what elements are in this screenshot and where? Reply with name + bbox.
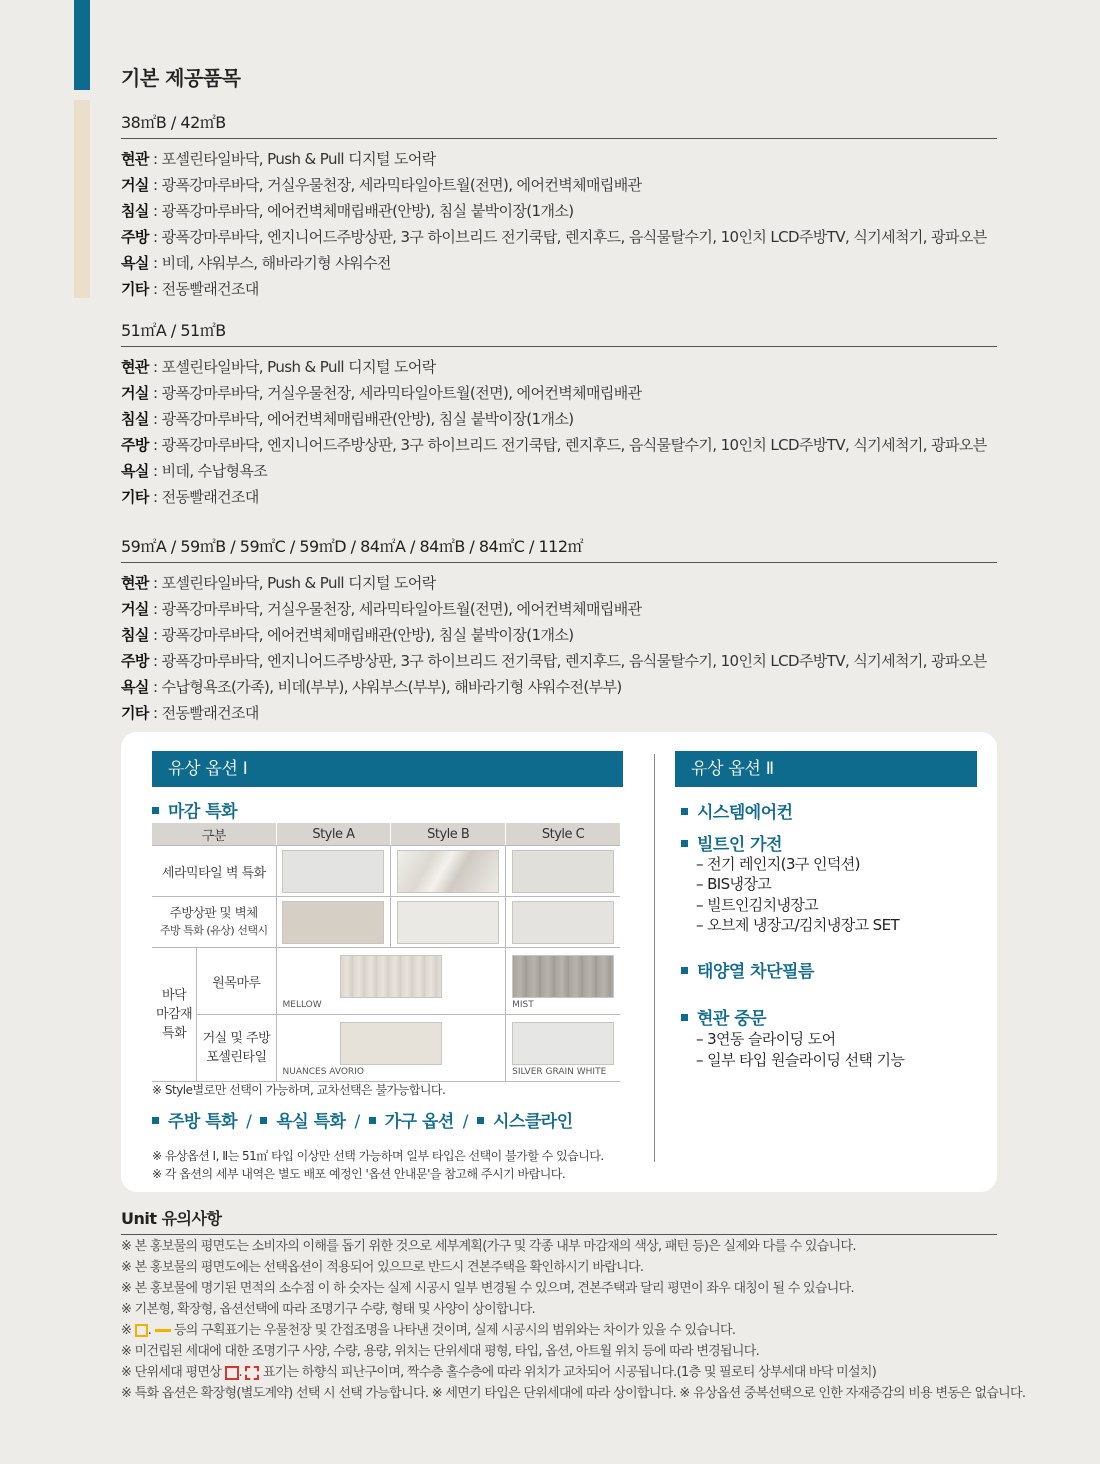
table-note: ※ Style별로만 선택이 가능하며, 교차선택은 불가능합니다. xyxy=(152,1083,446,1097)
row-label: 포셀린타일 xyxy=(206,1050,267,1065)
square-bullet-icon xyxy=(152,1117,159,1124)
option2-subitem: – 3연동 슬라이딩 도어 xyxy=(696,1030,836,1048)
item-key: 침실 xyxy=(121,202,149,220)
list-item xyxy=(121,432,997,458)
list-item xyxy=(121,596,997,622)
list-item xyxy=(121,198,997,224)
item-key: 욕실 xyxy=(121,254,149,272)
note-line: ※ 본 홍보물에 명기된 면적의 소수점 이 하 숫자는 실제 시공시 일부 변경될 수 있으며, 견본주택과 달리 평면이 좌우 대칭이 될 수 있습니다. xyxy=(121,1281,854,1296)
item-value: : 광폭강마루바닥, 에어컨벽체매립배관(안방), 침실 붙박이장(1개소) xyxy=(148,202,574,220)
option2-header: 유상 옵션 Ⅱ xyxy=(675,751,977,787)
unit-notes-heading: Unit 유의사항 xyxy=(121,1206,997,1235)
item-key: 침실 xyxy=(121,410,149,428)
item-list xyxy=(121,570,997,726)
finish-table xyxy=(152,823,620,1082)
table-header-row xyxy=(152,823,620,846)
option2-subitem: – 오브제 냉장고/김치냉장고 SET xyxy=(696,916,900,934)
note-line xyxy=(121,1362,1021,1383)
swatch-counter-b[interactable] xyxy=(397,901,499,944)
list-item xyxy=(121,484,997,510)
option2-subitem: – 빌트인김치냉장고 xyxy=(696,896,819,914)
swatch-counter-c[interactable] xyxy=(512,901,614,944)
item-value: : 광폭강마루바닥, 에어컨벽체매립배관(안방), 침실 붙박이장(1개소) xyxy=(148,626,574,644)
square-bullet-icon xyxy=(477,1117,484,1124)
item-value: : 광폭강마루바닥, 에어컨벽체매립배관(안방), 침실 붙박이장(1개소) xyxy=(148,410,574,428)
item-value: : 광폭강마루바닥, 엔지니어드주방상판, 3구 하이브리드 전기쿡탑, 렌지후드, 음식물탈수기, 10인치 LCD주방TV, 식기세척기, 광파오븐 xyxy=(148,652,987,670)
swatch-tile-nuances[interactable] xyxy=(340,1022,442,1065)
option2-item: 태양열 차단필름 xyxy=(681,957,814,982)
item-key: 기타 xyxy=(121,280,149,298)
red-box-legend-icon xyxy=(225,1366,239,1380)
section-51 xyxy=(121,318,997,510)
row-sublabel: 주방 특화 (유상) 선택시 xyxy=(159,924,268,937)
item-key: 현관 xyxy=(121,150,149,168)
item-value: : 광폭강마루바닥, 엔지니어드주방상판, 3구 하이브리드 전기쿡탑, 렌지후드, 음식물탈수기, 10인치 LCD주방TV, 식기세척기, 광파오븐 xyxy=(148,228,987,246)
item-value: : 수납형욕조(가족), 비데(부부), 샤워부스(부부), 해바라기형 샤워수전(부부) xyxy=(148,678,622,696)
note-line xyxy=(121,1320,1021,1341)
square-bullet-icon xyxy=(152,807,159,814)
option2-subitem: – 전기 레인지(3구 인덕션) xyxy=(696,855,860,873)
panel-divider xyxy=(654,754,655,1162)
square-bullet-icon xyxy=(681,1014,688,1021)
swatch-caption: SILVER GRAIN WHITE xyxy=(512,1067,607,1077)
item-value: : 비데, 샤워부스, 해바라기형 샤워수전 xyxy=(148,254,391,272)
item-key: 기타 xyxy=(121,488,149,506)
item-key: 욕실 xyxy=(121,462,149,480)
option2-item: 현관 중문 xyxy=(681,1004,766,1029)
item-value: : 전동빨래건조대 xyxy=(148,280,259,298)
floor-label: 특화 xyxy=(162,1026,187,1041)
note-line: ※ 미건립된 세대에 대한 조명기구 사양, 수량, 용량, 위치는 단위세대 평형, 타입, 옵션, 아트월 위치 등에 따라 변경됩니다. xyxy=(121,1344,760,1359)
swatch-wood-mellow[interactable] xyxy=(340,955,442,998)
item-key: 주방 xyxy=(121,228,149,246)
note-text: 등의 구획표기는 우물천장 및 간접조명을 나타낸 것이며, 실제 시공시의 범위와는 차이가 있을 수 있습니다. xyxy=(173,1323,736,1338)
red-dashed-box-legend-icon xyxy=(245,1366,259,1380)
floor-label: 마감재 xyxy=(156,1007,193,1022)
row-label: 주방상판 및 벽체 xyxy=(169,905,258,920)
list-item xyxy=(121,146,997,172)
row-label: 원목마루 xyxy=(197,948,276,1015)
item-value: : 광폭강마루바닥, 거실우물천장, 세라믹타일아트월(전면), 에어컨벽체매립배관 xyxy=(148,384,642,402)
item-value: : 광폭강마루바닥, 엔지니어드주방상판, 3구 하이브리드 전기쿡탑, 렌지후드, 음식물탈수기, 10인치 LCD주방TV, 식기세척기, 광파오븐 xyxy=(148,436,987,454)
item-key: 주방 xyxy=(121,436,149,454)
square-bullet-icon xyxy=(681,808,688,815)
table-row xyxy=(152,897,620,948)
item-list xyxy=(121,354,997,510)
col-header: 구분 xyxy=(152,823,276,846)
list-item xyxy=(121,674,997,700)
item-key: 현관 xyxy=(121,574,149,592)
extra-option: 시스클라인 xyxy=(493,1112,573,1132)
col-header: Style C xyxy=(506,823,620,846)
list-item xyxy=(121,276,997,302)
list-item xyxy=(121,570,997,596)
panel-note: ※ 각 옵션의 세부 내역은 별도 배포 예정인 '옵션 안내문'을 참고해 주시기 바랍니다. xyxy=(152,1167,566,1181)
option2-subitem: – BIS냉장고 xyxy=(696,875,772,893)
list-item xyxy=(121,172,997,198)
section-38-42 xyxy=(121,110,997,302)
section-heading: 51㎡A / 51㎡B xyxy=(121,318,997,347)
item-key: 침실 xyxy=(121,626,149,644)
yellow-box-legend-icon xyxy=(135,1324,148,1337)
item-key: 기타 xyxy=(121,704,149,722)
options-panel xyxy=(121,732,997,1192)
note-text: 표기는 하향식 피난구이며, 짝수층 홀수층에 따라 위치가 교차되어 시공됩니다.(1층 및 필로티 상부세대 바닥 미설치) xyxy=(262,1365,877,1380)
note-prefix: ※ 단위세대 평면상 xyxy=(121,1365,222,1380)
swatch-wood-mist[interactable] xyxy=(512,955,614,998)
side-marker xyxy=(74,100,90,298)
col-header: Style A xyxy=(276,823,391,846)
extra-option: 주방 특화 xyxy=(168,1112,238,1132)
item-key: 거실 xyxy=(121,600,149,618)
unit-notes xyxy=(121,1236,1026,1404)
page-title: 기본 제공품목 xyxy=(121,66,241,90)
option2-subitem: – 일부 타입 원슬라이딩 선택 기능 xyxy=(696,1051,905,1069)
item-value: : 전동빨래건조대 xyxy=(148,488,259,506)
item-value: : 전동빨래건조대 xyxy=(148,704,259,722)
swatch-counter-a[interactable] xyxy=(282,901,384,944)
swatch-caption: MELLOW xyxy=(282,1000,322,1010)
accent-bar xyxy=(74,0,90,90)
extra-option: 가구 옵션 xyxy=(384,1112,454,1132)
list-item xyxy=(121,224,997,250)
square-bullet-icon xyxy=(681,967,688,974)
square-bullet-icon xyxy=(369,1117,376,1124)
option2-item: 빌트인 가전 xyxy=(681,830,782,855)
list-item xyxy=(121,458,997,484)
item-value: : 포셀린타일바닥, Push & Pull 디지털 도어락 xyxy=(148,358,436,376)
item-value: : 광폭강마루바닥, 거실우물천장, 세라믹타일아트월(전면), 에어컨벽체매립배관 xyxy=(148,176,642,194)
list-item xyxy=(121,648,997,674)
note-line: ※ 본 홍보물의 평면도에는 선택옵션이 적용되어 있으므로 반드시 견본주택을 확인하시기 바랍니다. xyxy=(121,1260,644,1275)
section-heading: 59㎡A / 59㎡B / 59㎡C / 59㎡D / 84㎡A / 84㎡B / 84㎡C / 112㎡ xyxy=(121,534,997,563)
swatch-tile-a[interactable] xyxy=(282,850,384,893)
row-label: 세라믹타일 벽 특화 xyxy=(152,846,276,897)
item-key: 욕실 xyxy=(121,678,149,696)
list-item xyxy=(121,354,997,380)
square-bullet-icon xyxy=(681,840,688,847)
swatch-tile-silver[interactable] xyxy=(512,1022,614,1065)
item-value: : 포셀린타일바닥, Push & Pull 디지털 도어락 xyxy=(148,150,436,168)
option2-item: 시스템에어컨 xyxy=(681,798,793,823)
square-bullet-icon xyxy=(260,1117,267,1124)
list-item xyxy=(121,250,997,276)
floor-label: 바닥 xyxy=(162,988,187,1003)
table-row xyxy=(152,948,620,1015)
note-line: ※ 특화 옵션은 확장형(별도계약) 선택 시 선택 가능합니다. ※ 세면기 타입은 단위세대에 따라 상이합니다. ※ 유상옵션 중복선택으로 인한 자재증감의 비용 변동은 없습니다. xyxy=(121,1386,1026,1401)
item-value: : 비데, 수납형욕조 xyxy=(148,462,268,480)
note-sep: . xyxy=(238,1365,242,1380)
section-heading: 38㎡B / 42㎡B xyxy=(121,110,997,139)
row-label: 거실 및 주방 xyxy=(202,1031,271,1046)
item-value: : 광폭강마루바닥, 거실우물천장, 세라믹타일아트월(전면), 에어컨벽체매립배관 xyxy=(148,600,642,618)
extra-options: 주방 특화 / 욕실 특화 / 가구 옵션 / 시스클라인 xyxy=(152,1107,573,1132)
swatch-caption: NUANCES AVORIO xyxy=(282,1067,364,1077)
option1-header: 유상 옵션 Ⅰ xyxy=(152,751,623,787)
item-key: 현관 xyxy=(121,358,149,376)
swatch-caption: MIST xyxy=(512,1000,534,1010)
list-item xyxy=(121,406,997,432)
list-item xyxy=(121,700,997,726)
item-list xyxy=(121,146,997,302)
panel-note: ※ 유상옵션 Ⅰ, Ⅱ는 51㎡ 타입 이상만 선택 가능하며 일부 타입은 선택이 불가할 수 있습니다. xyxy=(152,1149,604,1163)
list-item xyxy=(121,380,997,406)
note-line: ※ 기본형, 확장형, 옵션선택에 따라 조명기구 수량, 형태 및 사양이 상이합니다. xyxy=(121,1302,535,1317)
swatch-tile-c[interactable] xyxy=(512,850,614,893)
extra-option: 욕실 특화 xyxy=(276,1112,346,1132)
item-key: 주방 xyxy=(121,652,149,670)
note-line: ※ 본 홍보물의 평면도는 소비자의 이해를 돕기 위한 것으로 세부계획(가구 및 각종 내부 마감재의 색상, 패턴 등)은 실제와 다를 수 있습니다. xyxy=(121,1239,856,1254)
section-59-84-112 xyxy=(121,534,997,726)
list-item xyxy=(121,622,997,648)
table-row xyxy=(152,1015,620,1082)
item-key: 거실 xyxy=(121,384,149,402)
item-key: 거실 xyxy=(121,176,149,194)
item-value: : 포셀린타일바닥, Push & Pull 디지털 도어락 xyxy=(148,574,436,592)
finish-title: 마감 특화 xyxy=(152,797,237,822)
note-prefix: ※ xyxy=(121,1323,132,1338)
table-row xyxy=(152,846,620,897)
swatch-tile-b[interactable] xyxy=(397,850,499,893)
yellow-line-legend-icon xyxy=(155,1329,171,1332)
col-header: Style B xyxy=(391,823,506,846)
note-sep: . xyxy=(147,1323,152,1338)
